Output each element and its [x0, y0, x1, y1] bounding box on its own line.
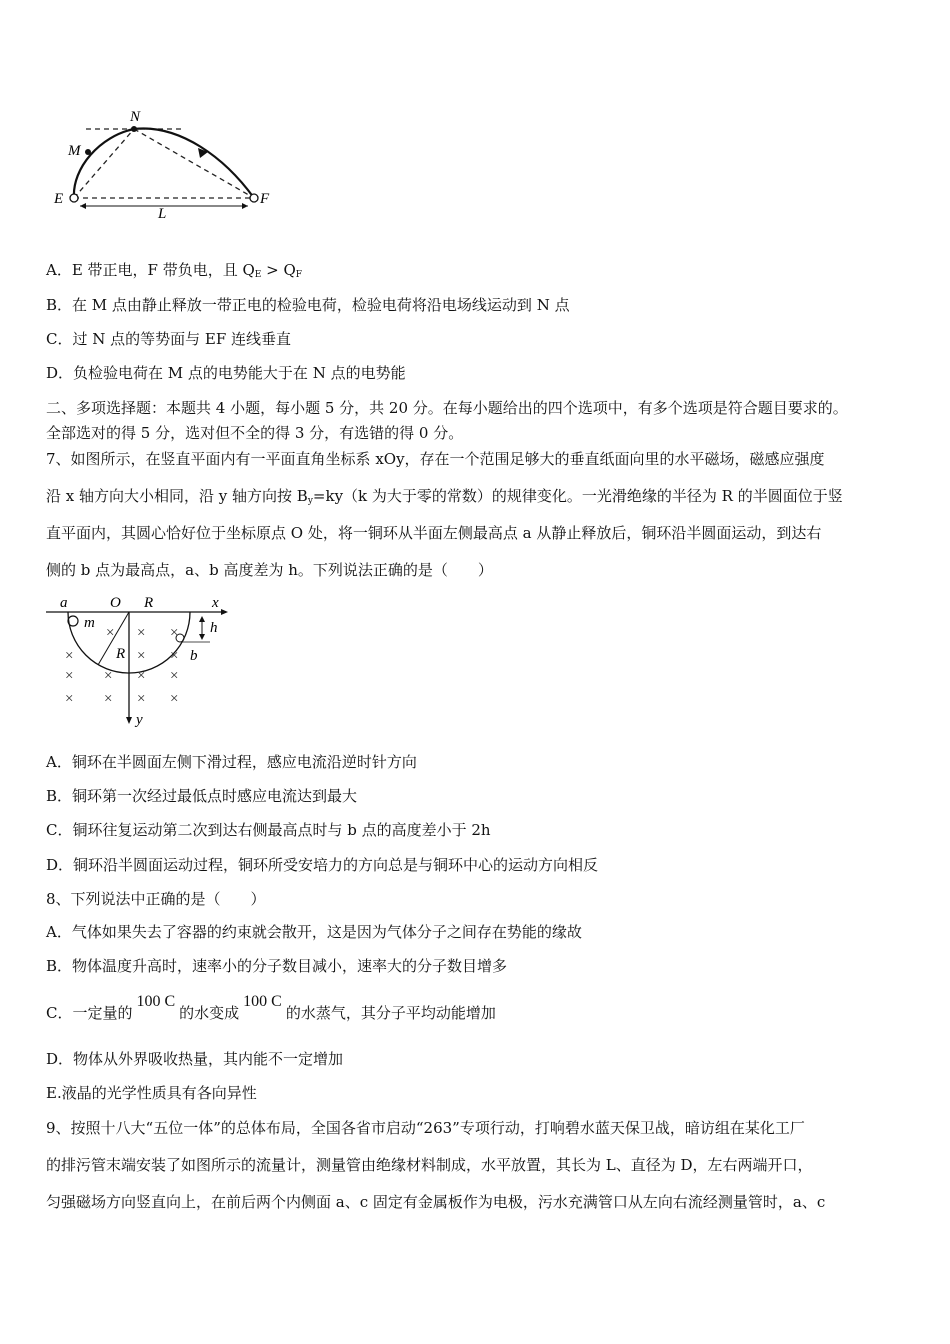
section2-line1: 二、多项选择题：本题共 4 小题，每小题 5 分，共 20 分。在每小题给出的四个选项中，有多个选项是符合题目要求的。 — [46, 399, 848, 417]
label-y: y — [136, 712, 143, 728]
q8-stem: 8、下列说法中正确的是（ ） — [46, 890, 266, 908]
field-line-curve — [74, 129, 254, 198]
label-r-top: R — [144, 595, 154, 611]
q7-line2-sub: y — [307, 496, 313, 506]
label-m: m — [84, 615, 95, 631]
h-arrow-up — [199, 616, 205, 622]
l-arrowhead-right — [242, 203, 248, 209]
q7-line1: 7、如图所示，在竖直平面内有一平面直角坐标系 xOy，存在一个范围足够大的垂直纸面向里的水平磁场，磁感应强度 — [46, 450, 825, 468]
cross: × — [106, 625, 115, 641]
q7-line4: 侧的 b 点为最高点，a、b 高度差为 h。下列说法正确的是（ ） — [46, 561, 493, 579]
nf-dashed-line — [134, 129, 254, 198]
label-o: O — [110, 595, 121, 611]
q9-line2: 的排污管末端安装了如图所示的流量计，测量管由绝缘材料制成，水平放置，其长为 L、直径为 D，左右两端开口， — [46, 1156, 813, 1174]
label-x: x — [212, 595, 219, 611]
q8-option-c-mid: 的水变成 — [179, 1004, 240, 1022]
q8-option-b: B．物体温度升高时，速率小的分子数目减小，速率大的分子数目增多 — [46, 957, 508, 975]
q7-option-a: A．铜环在半圆面左侧下滑过程，感应电流沿逆时针方向 — [46, 753, 417, 771]
cross: × — [170, 625, 179, 641]
cross: × — [65, 668, 74, 684]
label-m: M — [68, 143, 81, 159]
q8-option-d: D．物体从外界吸收热量，其内能不一定增加 — [46, 1050, 344, 1068]
section2-line2: 全部选对的得 5 分，选对但不全的得 3 分，有选错的得 0 分。 — [46, 424, 464, 442]
q6-option-a-text: A．E 带正电，F 带负电，且 Q — [46, 261, 255, 279]
label-e: E — [54, 191, 64, 207]
h-arrow-down — [199, 634, 205, 640]
q9-line3: 匀强磁场方向竖直向上，在前后两个内侧面 a、c 固定有金属板作为电极，污水充满管口从左向右流经测量管时，a、c — [46, 1193, 826, 1211]
semicircle-field-figure — [40, 590, 240, 730]
q6-option-a-sub-f: F — [295, 270, 303, 280]
point-n — [131, 126, 137, 132]
cross: × — [170, 691, 179, 707]
cross: × — [65, 691, 74, 707]
q8-option-c-temp1: 100 C — [136, 993, 176, 1010]
q7-line2-part1: 沿 x 轴方向大小相同，沿 y 轴方向按 B — [46, 487, 308, 505]
y-axis-arrow — [126, 717, 132, 724]
cross: × — [104, 691, 113, 707]
q6-option-d: D．负检验电荷在 M 点的电势能大于在 N 点的电势能 — [46, 364, 406, 382]
q8-option-a: A．气体如果失去了容器的约束就会散开，这是因为气体分子之间存在势能的缘故 — [46, 923, 582, 941]
label-f: F — [260, 191, 270, 207]
q7-option-d: D．铜环沿半圆面运动过程，铜环所受安培力的方向总是与铜环中心的运动方向相反 — [46, 856, 599, 874]
q7-option-c: C．铜环往复运动第二次到达右侧最高点时与 b 点的高度差小于 2h — [46, 821, 491, 839]
cross: × — [137, 648, 146, 664]
q6-option-b: B．在 M 点由静止释放一带正电的检验电荷，检验电荷将沿电场线运动到 N 点 — [46, 296, 570, 314]
q8-option-c-pre: C．一定量的 — [46, 1004, 133, 1022]
q6-option-a — [46, 260, 302, 285]
q8-option-c — [46, 993, 496, 1024]
q7-line2 — [46, 486, 843, 511]
q6-option-a-gt: > Q — [261, 261, 296, 279]
field-line-figure — [50, 108, 280, 223]
cross: × — [170, 668, 179, 684]
magnetic-field-crosses — [65, 625, 178, 707]
label-n: N — [130, 109, 141, 125]
point-m — [85, 149, 91, 155]
q6-option-c: C．过 N 点的等势面与 EF 连线垂直 — [46, 330, 292, 348]
label-h: h — [210, 620, 218, 636]
label-a: a — [60, 595, 68, 611]
q8-option-c-temp2: 100 C — [243, 993, 282, 1010]
q9-line1: 9、按照十八大“五位一体”的总体布局，全国各省市启动“263”专项行动，打响碧水蓝天保卫战，暗访组在某化工厂 — [46, 1119, 805, 1137]
q7-line2-part2: =ky（k 为大于零的常数）的规律变化。一光滑绝缘的半径为 R 的半圆面位于竖 — [312, 487, 843, 505]
label-r-mid: R — [116, 646, 126, 662]
copper-ring-a — [68, 616, 78, 626]
cross: × — [137, 691, 146, 707]
charge-f — [250, 194, 258, 202]
l-arrowhead-left — [80, 203, 86, 209]
x-axis-arrow — [221, 609, 228, 615]
charge-e — [70, 194, 78, 202]
q8-option-e: E.液晶的光学性质具有各向异性 — [46, 1084, 257, 1102]
cross: × — [104, 668, 113, 684]
label-b: b — [190, 648, 198, 664]
label-l: L — [158, 206, 167, 222]
cross: × — [65, 648, 74, 664]
q6-option-a-sub-e: E — [254, 270, 262, 280]
q7-option-b: B．铜环第一次经过最低点时感应电流达到最大 — [46, 787, 358, 805]
cross: × — [137, 668, 146, 684]
q7-line3: 直平面内，其圆心恰好位于坐标原点 O 处，将一铜环从半面左侧最高点 a 从静止释放后，铜环沿半圆面运动，到达右 — [46, 524, 822, 542]
cross: × — [137, 625, 146, 641]
q8-option-c-post: 的水蒸气，其分子平均动能增加 — [285, 1004, 496, 1022]
cross: × — [170, 648, 179, 664]
